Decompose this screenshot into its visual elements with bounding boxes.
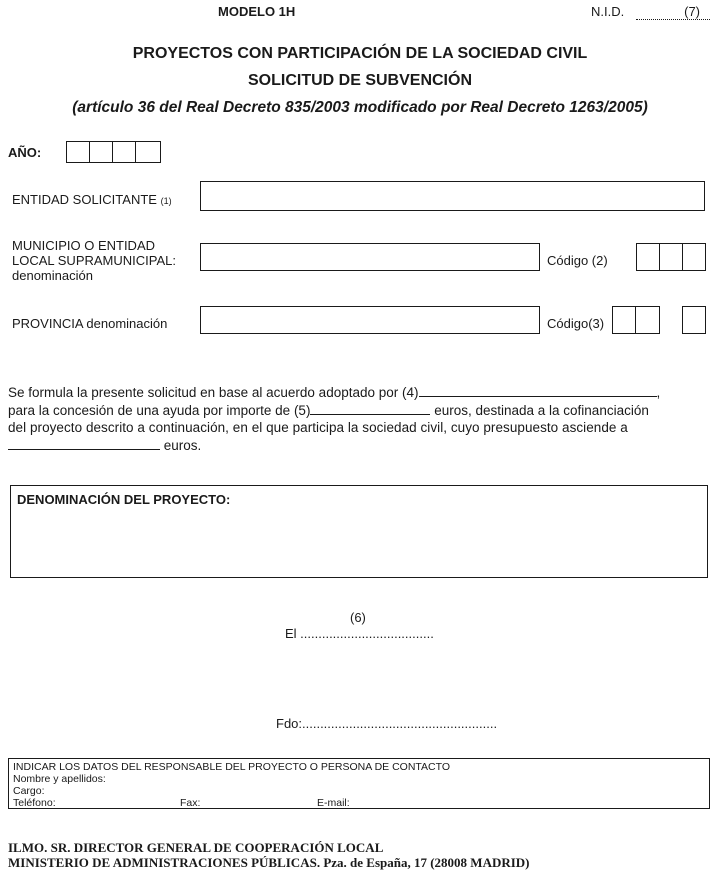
title-line-1: PROYECTOS CON PARTICIPACIÓN DE LA SOCIEDAD CIVIL bbox=[132, 45, 588, 62]
municipality-label bbox=[12, 238, 176, 283]
budget-blank[interactable] bbox=[8, 436, 160, 450]
nid-field[interactable] bbox=[636, 4, 710, 20]
paragraph-text-1: Se formula la presente solicitud en base al acuerdo adoptado por (4) bbox=[8, 385, 419, 400]
code2-digit-1[interactable] bbox=[636, 243, 661, 271]
paragraph-line-3: del proyecto descrito a continuación, en el que participa la sociedad civil, cuyo presupuesto asciende a bbox=[8, 420, 628, 435]
province-label: PROVINCIA denominación bbox=[12, 316, 168, 331]
contact-email: E-mail: bbox=[317, 797, 350, 809]
year-digit-2[interactable] bbox=[89, 141, 114, 163]
agreement-blank[interactable] bbox=[419, 383, 657, 397]
contact-name: Nombre y apellidos: bbox=[13, 773, 106, 785]
paragraph-comma: , bbox=[656, 385, 661, 400]
paragraph-text-4: euros. bbox=[160, 438, 202, 453]
year-label: AÑO: bbox=[8, 145, 42, 160]
code3-digit-1[interactable] bbox=[612, 306, 637, 334]
project-box[interactable] bbox=[10, 485, 708, 578]
footer-line-1: ILMO. SR. DIRECTOR GENERAL DE COOPERACIÓN LOCAL bbox=[8, 840, 384, 855]
code2-digit-3[interactable] bbox=[682, 243, 706, 271]
province-field[interactable] bbox=[200, 306, 540, 334]
contact-fax: Fax: bbox=[180, 797, 201, 809]
date-line[interactable]: El ..................................... bbox=[285, 626, 434, 641]
contact-phone: Teléfono: bbox=[13, 797, 56, 809]
code3-label: Código(3) bbox=[547, 316, 605, 331]
contact-title: INDICAR LOS DATOS DEL RESPONSABLE DEL PROYECTO O PERSONA DE CONTACTO bbox=[13, 761, 451, 773]
signature-note: (6) bbox=[350, 610, 366, 625]
signed-line[interactable]: Fdo:...................................................... bbox=[276, 716, 498, 731]
title-line-2: SOLICITUD DE SUBVENCIÓN bbox=[247, 72, 472, 89]
municipality-label-1: MUNICIPIO O ENTIDAD bbox=[12, 238, 156, 253]
year-digit-1[interactable] bbox=[66, 141, 91, 163]
footer-line-2: MINISTERIO DE ADMINISTRACIONES PÚBLICAS. Pza. de España, 17 (28008 MADRID) bbox=[8, 855, 530, 870]
municipality-label-2: LOCAL SUPRAMUNICIPAL: bbox=[12, 253, 176, 268]
request-paragraph bbox=[8, 383, 710, 454]
entity-note: (1) bbox=[160, 196, 172, 206]
model-label: MODELO 1H bbox=[218, 4, 296, 19]
code2-label: Código (2) bbox=[547, 253, 608, 268]
amount-blank[interactable] bbox=[310, 401, 430, 415]
year-digit-4[interactable] bbox=[135, 141, 161, 163]
nid-note: (7) bbox=[684, 4, 700, 19]
code3-digit-2[interactable] bbox=[635, 306, 660, 334]
municipality-field[interactable] bbox=[200, 243, 540, 271]
entity-label-text: ENTIDAD SOLICITANTE bbox=[12, 192, 157, 207]
municipality-label-3: denominación bbox=[12, 268, 93, 283]
nid-label: N.I.D. bbox=[591, 4, 625, 19]
title-line-3: (artículo 36 del Real Decreto 835/2003 modificado por Real Decreto 1263/2005) bbox=[72, 99, 648, 116]
entity-field[interactable] bbox=[200, 181, 705, 211]
paragraph-line-2 bbox=[8, 401, 710, 419]
paragraph-line-1 bbox=[8, 383, 710, 401]
entity-label bbox=[12, 192, 172, 209]
code2-digit-2[interactable] bbox=[659, 243, 684, 271]
code3-digit-3[interactable] bbox=[682, 306, 706, 334]
paragraph-line-4 bbox=[8, 436, 710, 454]
paragraph-text-2a: para la concesión de una ayuda por importe de (5) bbox=[8, 403, 311, 418]
year-digit-3[interactable] bbox=[112, 141, 137, 163]
contact-position: Cargo: bbox=[13, 785, 45, 797]
contact-box[interactable] bbox=[8, 758, 710, 809]
paragraph-text-2b: euros, destinada a la cofinanciación bbox=[430, 403, 649, 418]
project-title: DENOMINACIÓN DEL PROYECTO: bbox=[17, 492, 231, 507]
